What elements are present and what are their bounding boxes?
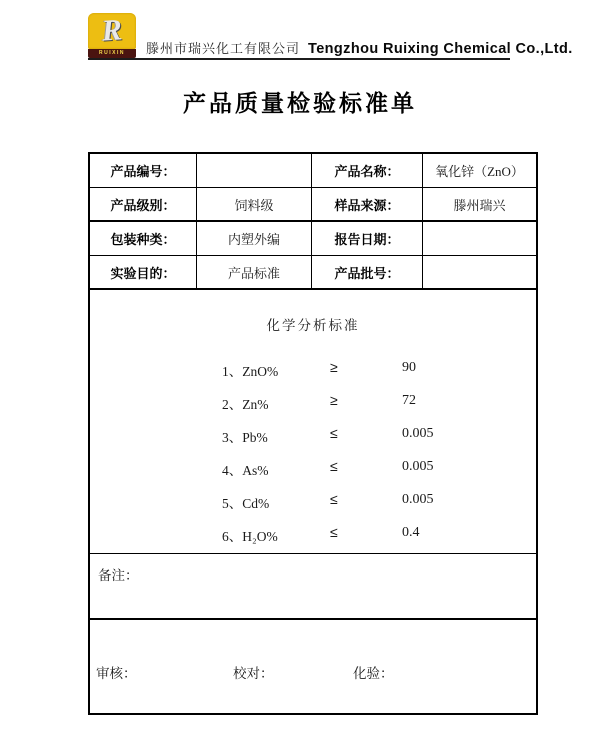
signature-section (90, 620, 536, 706)
company-name-chinese: 滕州市瑞兴化工有限公司 (146, 41, 301, 56)
analysis-item-value: 72 (402, 393, 416, 408)
signature-label-review: 审核： (96, 666, 137, 681)
field-value-product-code (197, 154, 312, 187)
logo-wordmark: RUIXIN (99, 50, 125, 56)
analysis-item-label: 5、Cd% (222, 496, 270, 511)
table-row (90, 222, 536, 256)
logo-gold-box (88, 13, 136, 49)
analysis-item (90, 451, 536, 484)
chemical-analysis-list (90, 352, 536, 550)
field-value-package-type: 内塑外编 (197, 222, 312, 255)
field-value-product-grade: 饲料级 (197, 188, 312, 220)
field-value-product-name: 氧化锌（ZnO） (435, 164, 524, 179)
analysis-item-value: 0.005 (402, 426, 434, 441)
signature-label-test: 化验： (353, 666, 394, 681)
analysis-item-comparator: ≤ (330, 458, 338, 474)
analysis-item-comparator: ≥ (330, 359, 338, 375)
field-label-sample-source: 样品来源： (312, 188, 423, 220)
analysis-item-value: 0.005 (402, 492, 434, 507)
analysis-item-label: 1、ZnO% (222, 364, 279, 379)
analysis-item-value: 0.4 (402, 525, 420, 540)
header-divider (88, 58, 510, 60)
remarks-label: 备注： (98, 568, 139, 583)
company-logo (88, 13, 136, 58)
page-title: 产品质量检验标准单 (183, 90, 417, 116)
analysis-item (90, 484, 536, 517)
company-name-line (146, 38, 573, 57)
analysis-item (90, 385, 536, 418)
table-row (90, 188, 536, 222)
analysis-item-comparator: ≥ (330, 392, 338, 408)
analysis-item-label: 4、As% (222, 463, 269, 478)
analysis-item-comparator: ≤ (330, 425, 338, 441)
analysis-item (90, 517, 536, 550)
field-label-package-type: 包装种类： (90, 222, 197, 255)
chemical-analysis-section (90, 290, 536, 554)
analysis-item-label: 6、H₂O% (222, 529, 278, 544)
field-value-batch-number (423, 256, 536, 288)
field-value-test-purpose: 产品标准 (197, 256, 312, 288)
inspection-table (88, 152, 538, 715)
analysis-item-value: 0.005 (402, 459, 434, 474)
chemical-analysis-title: 化学分析标准 (266, 318, 360, 333)
analysis-item-label: 2、Zn% (222, 397, 269, 412)
analysis-item-comparator: ≤ (330, 491, 338, 507)
field-value-sample-source: 滕州瑞兴 (453, 197, 506, 213)
field-label-batch-number: 产品批号： (312, 256, 423, 288)
analysis-item-comparator: ≤ (330, 524, 338, 540)
table-row (90, 154, 536, 188)
field-label-report-date: 报告日期： (312, 222, 423, 255)
field-label-product-code: 产品编号： (90, 154, 197, 187)
field-label-test-purpose: 实验目的： (90, 256, 197, 288)
analysis-item (90, 418, 536, 451)
analysis-item-value: 90 (402, 360, 416, 375)
company-name-english: Tengzhou Ruixing Chemical Co.,Ltd. (308, 41, 573, 57)
field-label-product-name: 产品名称： (312, 154, 423, 187)
analysis-item-label: 3、Pb% (222, 430, 268, 445)
remarks-section (90, 554, 536, 620)
logo-band (88, 49, 136, 58)
analysis-item (90, 352, 536, 385)
table-row (90, 256, 536, 290)
signature-label-proofread: 校对： (233, 666, 274, 681)
field-value-report-date (423, 222, 536, 255)
field-label-product-grade: 产品级别： (90, 188, 197, 220)
logo-r-glyph: R (100, 13, 124, 48)
